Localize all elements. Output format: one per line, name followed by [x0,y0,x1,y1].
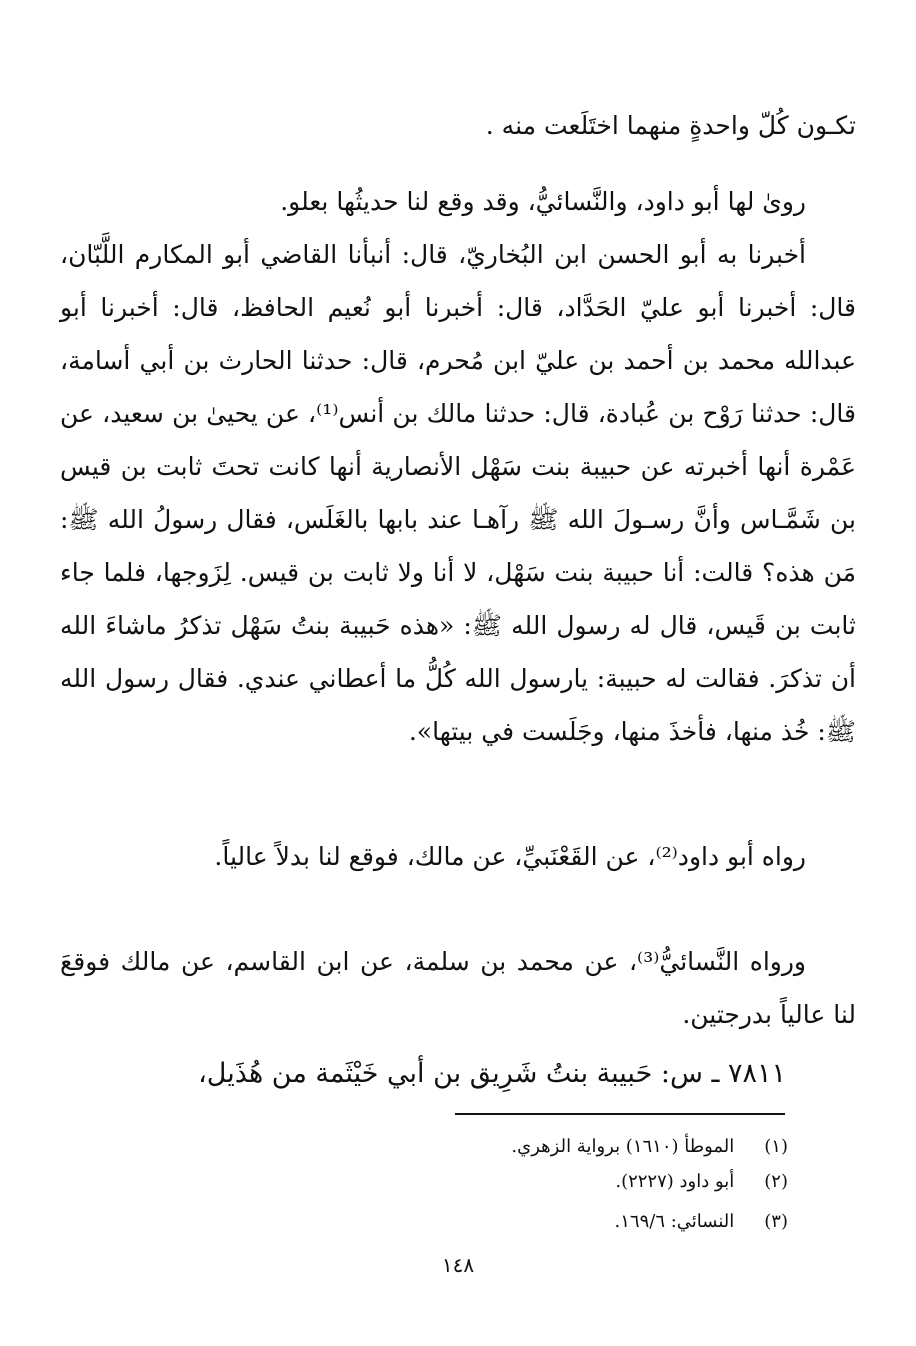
footnote [228,1207,788,1237]
footnote-divider [455,1113,785,1115]
page-number: ١٤٨ [441,1253,475,1277]
footnote-number: (١) [764,1136,788,1157]
paragraph-continuation: تكـون كُلّ واحدةٍ منهما اختَلَعت منه . [485,111,856,140]
entry-heading: ٧٨١١ ـ س: حَبيبة بنتُ شَرِيق بن أبي خَيْثَمة من هُذَيل، [198,1058,786,1089]
paragraph-hadith-chain: أخبرنا به أبو الحسن ابن البُخاريّ، قال: أنبأنا القاضي أبو المكارم اللَّبّان، قال: أخبرنا أبو عليّ الحَدَّاد، قال: أخبرنا أبو نُعيم الحافظ، قال: أخبرنا أبو عبدالله محمد بن أحمد بن عليّ ابن مُحرم، قال: حدثنا الحارث بن أبي أسامة، قال: حدثنا رَوْح بن عُبادة، قال: حدثنا مالك بن أنس⁽¹⁾، عن يحيىٰ بن سعيد، عن عَمْرة أنها أخبرته عن حبيبة بنت سَهْل الأنصارية أنها كانت تحتَ ثابت بن قيس بن شَمَّـاس وأنَّ رسـولَ الله ﷺ رآهـا عند بابها بالغَلَس، فقال رسولُ الله ﷺ: مَن هذه؟ قالت: أنا حبيبة بنت سَهْل، لا أنا ولا ثابت بن قيس. لِزَوجها، فلما جاء ثابت بن قَيس، قال له رسول الله ﷺ: «هذه حَبيبة بنتُ سَهْل تذكرُ ماشاءَ الله أن تذكرَ. فقالت له حبيبة: يارسول الله كُلُّ ما أعطاني عندي. فقال رسول الله ﷺ: خُذ منها، فأخذَ منها، وجَلَست في بيتها». [60,240,856,746]
footnote-text: النسائي: ١٦٩/٦. [614,1211,735,1232]
paragraph-nasai: ورواه النَّسائيُّ⁽³⁾، عن محمد بن سلمة، عن ابن القاسم، عن مالك فوقعَ لنا عالياً بدرجتين. [60,947,856,1029]
paragraph-abu-dawud: رواه أبو داود⁽²⁾، عن القَعْنَبيِّ، عن مالك، فوقع لنا بدلاً عالياً. [214,842,806,871]
footnote [228,1167,788,1197]
footnote-text: أبو داود (٢٢٢٧). [615,1171,735,1192]
footnote-text: الموطأ (١٦١٠) برواية الزهري. [511,1136,735,1157]
footnote-number: (٢) [764,1171,788,1192]
footnote-number: (٣) [764,1211,788,1232]
footnote [228,1132,788,1162]
paragraph-narrators: روىٰ لها أبو داود، والنَّسائيُّ، وقد وقع لنا حديثُها بعلو. [280,187,806,216]
